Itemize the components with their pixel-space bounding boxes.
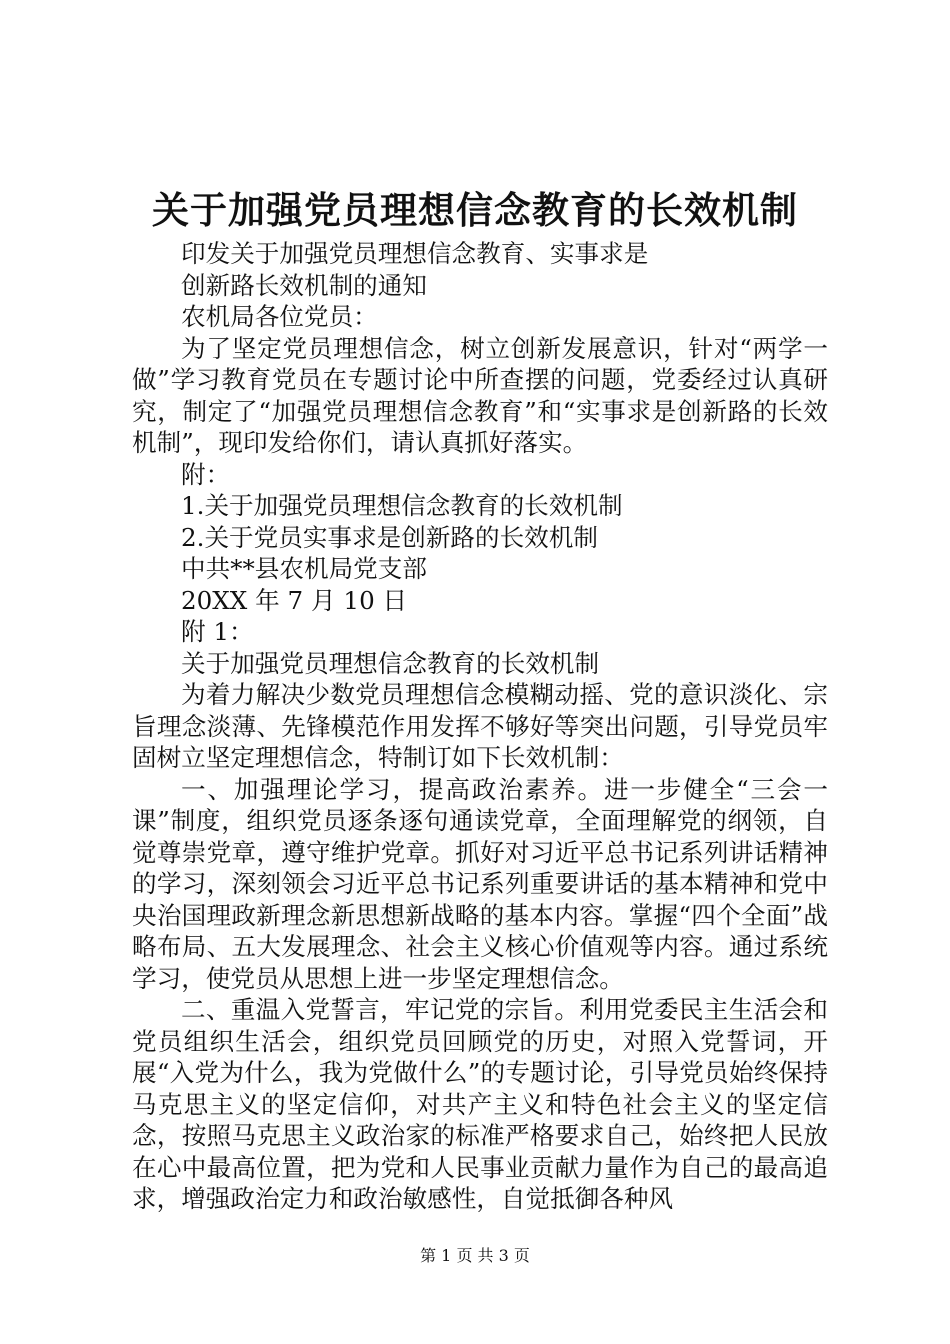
attachment-item-2: 2.关于党员实事求是创新路的长效机制 (181, 522, 598, 552)
page-indicator: 第 1 页 共 3 页 (420, 1246, 530, 1265)
attachment-heading: 附： (181, 459, 231, 489)
document-title: 关于加强党员理想信念教育的长效机制 (152, 188, 798, 232)
document-body (132, 238, 828, 1215)
notice-line-2: 创新路长效机制的通知 (181, 270, 427, 300)
paragraph-intro: 为着力解决少数党员理想信念模糊动摇、党的意识淡化、宗旨理念淡薄、先锋模范作用发挥不够好等突出问题，引导党员牢固树立坚定理想信念，特制订如下长效机制： (132, 680, 828, 772)
issuer: 中共**县农机局党支部 (181, 554, 427, 583)
notice-line-1: 印发关于加强党员理想信念教育、实事求是 (181, 239, 649, 268)
paragraph-section-1: 一、加强理论学习，提高政治素养。进一步健全“三会一课”制度，组织党员逐条逐句通读党章，全面理解党的纲领，自觉尊崇党章，遵守维护党章。抓好对习近平总书记系列讲话精神的学习，深刻领会习近平总书记系列重要讲话的基本精神和党中央治国理政新理念新思想新战略的基本内容。掌握“四个全面”战略布局、五大发展理念、社会主义核心价值观等内容。通过系统学习，使党员从思想上进一步坚定理想信念。 (132, 774, 828, 993)
paragraph-section-2: 二、重温入党誓言，牢记党的宗旨。利用党委民主生活会和党员组织生活会，组织党员回顾党的历史，对照入党誓词，开展“入党为什么，我为党做什么”的专题讨论，引导党员始终保持马克思主义的坚定信仰，对共产主义和特色社会主义的坚定信念，按照马克思主义政治家的标准严格要求自己，始终把人民放在心中最高位置，把为党和人民事业贡献力量作为自己的最高追求，增强政治定力和政治敏感性，自觉抵御各种风 (132, 995, 828, 1213)
appendix-title: 关于加强党员理想信念教育的长效机制 (181, 648, 600, 678)
attachment-item-1: 1.关于加强党员理想信念教育的长效机制 (181, 491, 623, 520)
appendix-label: 附 1： (181, 617, 254, 646)
salutation: 农机局各位党员： (181, 302, 378, 331)
intro-paragraph: 为了坚定党员理想信念，树立创新发展意识，针对“两学一做”学习教育党员在专题讨论中所查摆的问题，党委经过认真研究，制定了“加强党员理想信念教育”和“实事求是创新路的长效机制”，现印发给你们，请认真抓好落实。 (132, 333, 828, 457)
issue-date: 20XX 年 7 月 10 日 (181, 585, 408, 615)
